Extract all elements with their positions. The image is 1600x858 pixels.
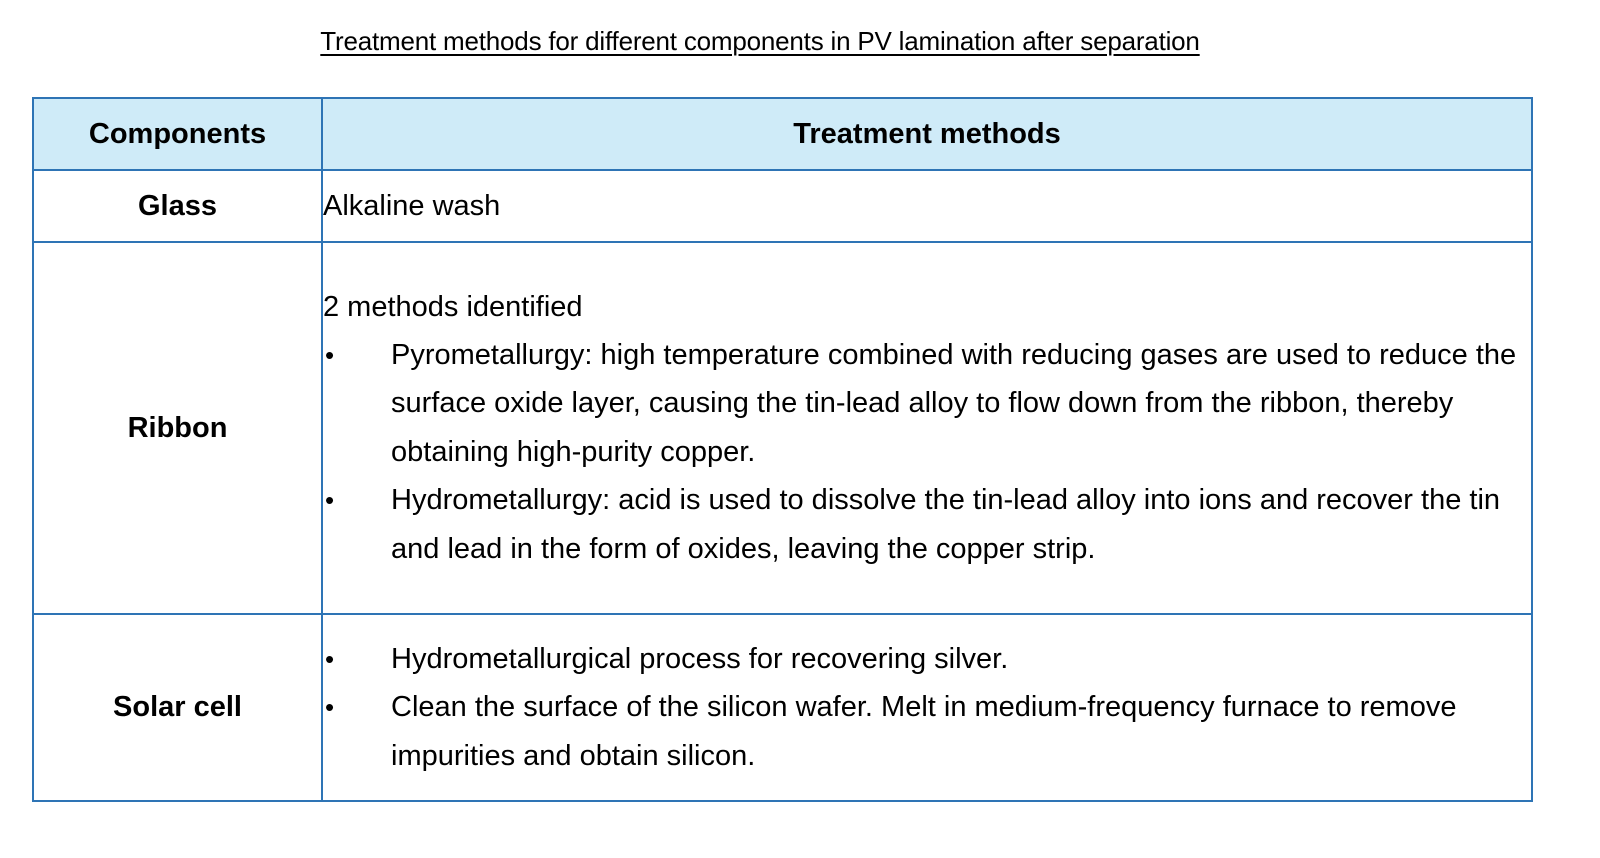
treatment-methods-table: [32, 97, 1533, 802]
table-row-ribbon: [33, 242, 1532, 614]
page-title: Treatment methods for different components in PV lamination after separation: [320, 26, 1200, 56]
list-item-text: Pyrometallurgy: high temperature combined with reducing gases are used to reduce the surface oxide layer, causing the tin-lead alloy to flow down from the ribbon, thereby obtaining high-purity copper.: [391, 338, 1517, 468]
bullet-icon: •: [325, 485, 335, 516]
component-solar-cell: Solar cell: [33, 614, 322, 801]
table-header-row: [33, 98, 1532, 170]
header-components: Components: [33, 98, 322, 170]
solar-cell-bullet-list: [323, 635, 1531, 781]
ribbon-intro: 2 methods identified: [323, 290, 583, 323]
list-item: [323, 331, 1531, 477]
ribbon-bullet-list: [323, 331, 1531, 574]
bullet-icon: •: [325, 643, 335, 674]
list-item-text: Hydrometallurgical process for recovering silver.: [391, 642, 1009, 675]
table-row-solar-cell: [33, 614, 1532, 801]
component-glass: Glass: [33, 170, 322, 242]
list-item-text: Hydrometallurgy: acid is used to dissolve the tin-lead alloy into ions and recover the tin and lead in the form of oxides, leaving the copper strip.: [391, 484, 1501, 565]
treatment-glass: Alkaline wash: [322, 170, 1532, 242]
bullet-icon: •: [325, 692, 335, 723]
table-row-glass: [33, 170, 1532, 242]
component-ribbon: Ribbon: [33, 242, 322, 614]
list-item: [323, 635, 1531, 684]
header-treatment-methods: Treatment methods: [322, 98, 1532, 170]
list-item: [323, 683, 1531, 780]
list-item-text: Clean the surface of the silicon wafer. Melt in medium-frequency furnace to remove impurities and obtain silicon.: [391, 691, 1457, 772]
list-item: [323, 476, 1531, 573]
treatment-ribbon: [322, 242, 1532, 614]
treatment-solar-cell: [322, 614, 1532, 801]
bullet-icon: •: [325, 339, 335, 370]
